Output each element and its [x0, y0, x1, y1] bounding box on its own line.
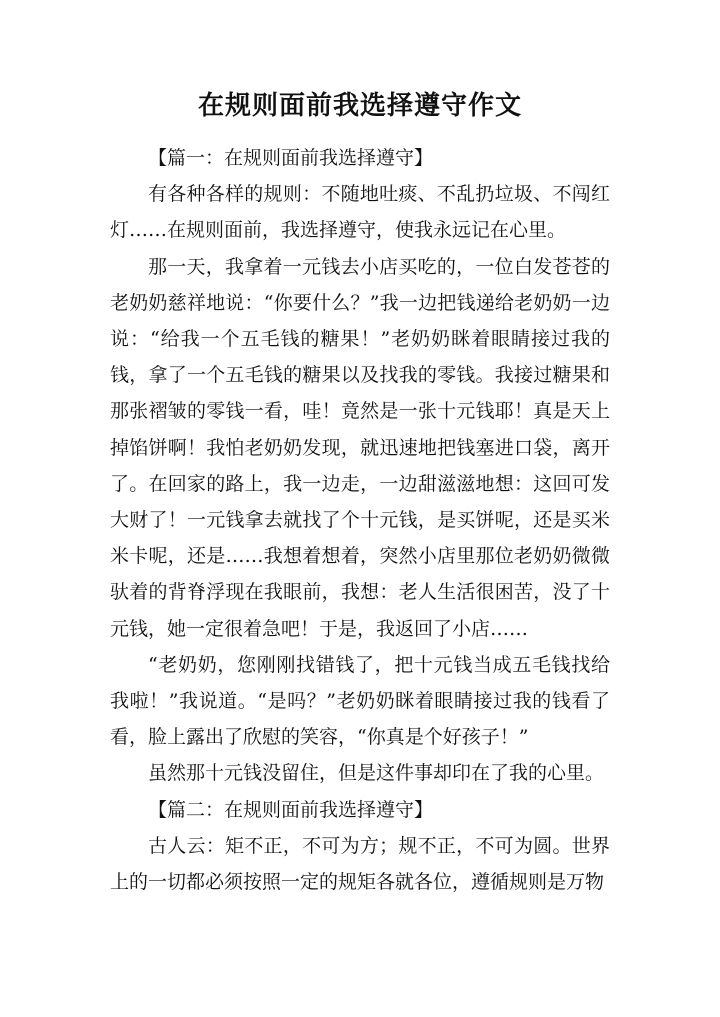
paragraph-1-1: 有各种各样的规则：不随地吐痰、不乱扔垃圾、不闯红灯……在规则面前，我选择遵守，使我永远记在心里。 — [110, 183, 610, 242]
paragraph-2-1: 古人云：矩不正，不可为方；规不正，不可为圆。世界上的一切都必须按照一定的规矩各就各位，遵循规则是万物 — [110, 834, 610, 894]
document-title: 在规则面前我选择遵守作文 — [197, 91, 522, 121]
section-heading-1: 【篇一：在规则面前我选择遵守】 — [148, 147, 434, 169]
paragraph-1-2: 那一天，我拿着一元钱去小店买吃的，一位白发苍苍的老奶奶慈祥地说：“你要什么？”我一边把钱递给老奶奶一边说：“给我一个五毛钱的糖果！”老奶奶眯着眼睛接过我的钱，拿了一个五毛钱的糖果以及找我的零钱。我接过糖果和那张褶皱的零钱一看，哇！竟然是一张十元钱耶！真是天上掉馅饼啊！我怕老奶奶发现，就迅速地把钱塞进口袋，离开了。在回家的路上，我一边走，一边甜滋滋地想：这回可发大财了！一元钱拿去就找了个十元钱，是买饼呢，还是买米米卡呢，还是……我想着想着，突然小店里那位老奶奶微微驮着的背脊浮现在我眼前，我想：老人生活很困苦，没了十元钱，她一定很着急吧！于是，我返回了小店…… — [110, 255, 610, 640]
document-body — [110, 140, 610, 900]
paragraph-1-3: “老奶奶，您刚刚找错钱了，把十元钱当成五毛钱找给我啦！”我说道。“是吗？”老奶奶眯着眼睛接过我的钱看了看，脸上露出了欣慰的笑容，“你真是个好孩子！” — [110, 653, 610, 749]
section-heading-2: 【篇二：在规则面前我选择遵守】 — [148, 798, 434, 821]
paragraph-1-4: 虽然那十元钱没留住，但是这件事却印在了我的心里。 — [148, 762, 605, 785]
